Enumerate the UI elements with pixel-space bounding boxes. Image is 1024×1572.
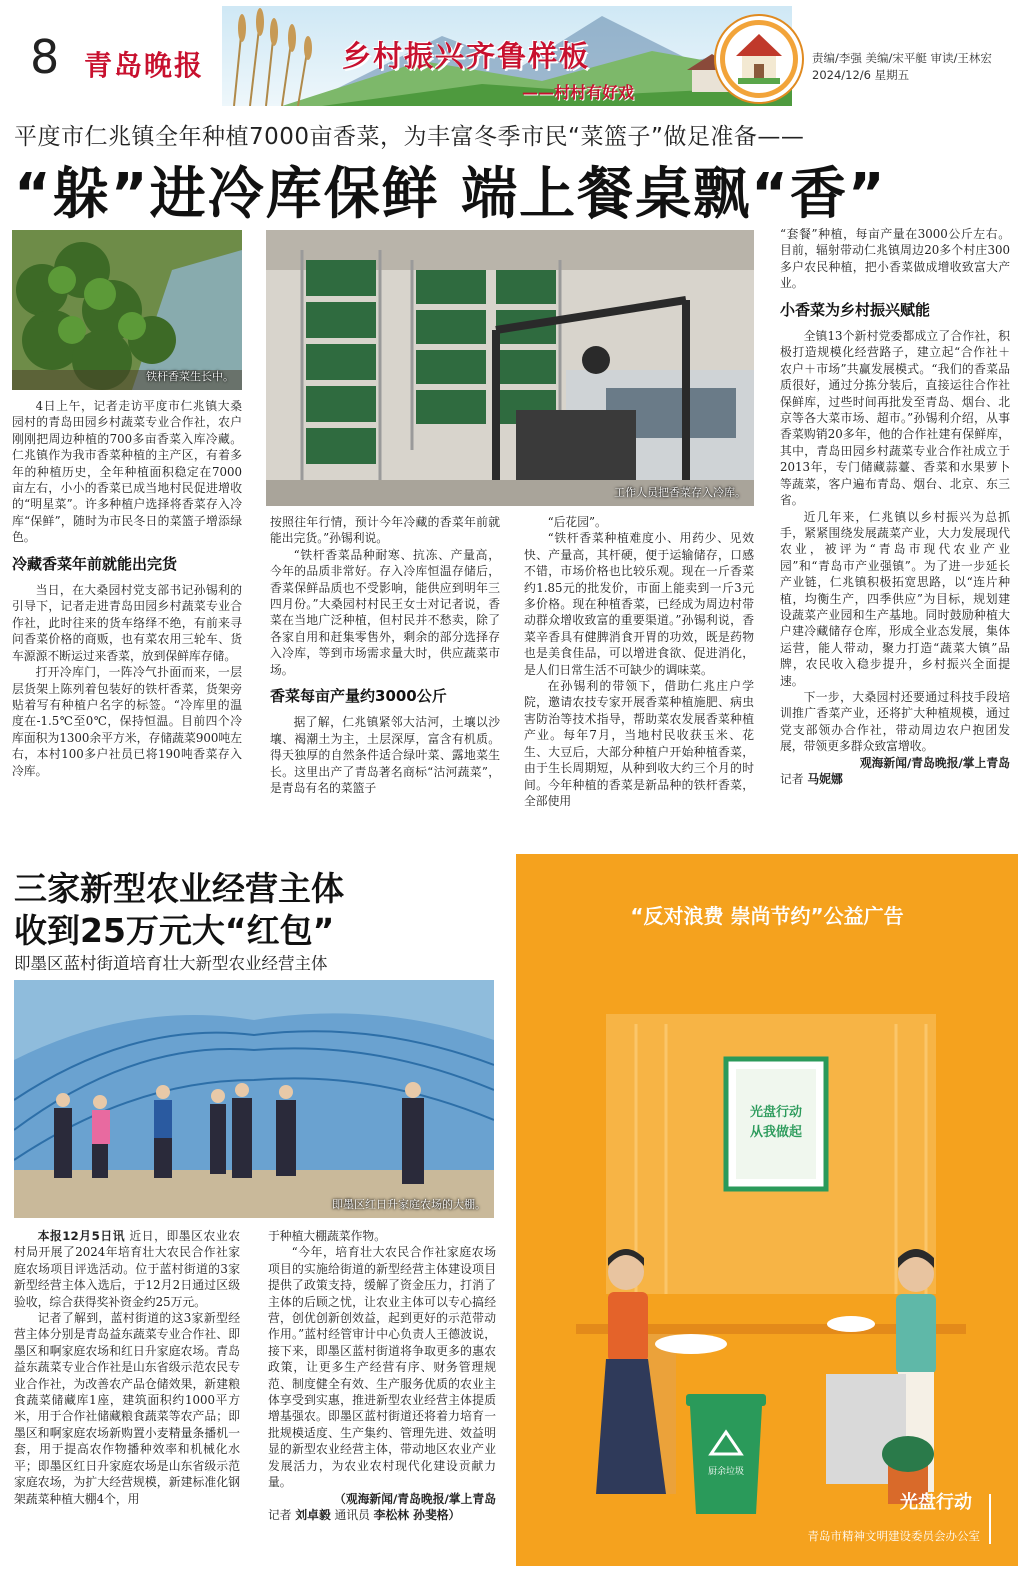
article2-deck: 即墨区蓝村街道培育壮大新型农业经营主体 (14, 954, 328, 973)
article2-title-line2: 收到25万元大“红包” (14, 911, 335, 950)
byline (268, 1491, 496, 1507)
paragraph: “铁杆香菜种植难度小、用药少、见效快、产量高，其杆硬，便于运输储存，口感不错，市场价格也比较乐观。现在一斤香菜约1.85元的批发价，市面上能卖到一斤3元多价格。现在种植香菜，已经成为周边村带动群众增收致富的重要渠道。”孙锡利说，香菜辛香具有健脾消食开胃的功效，既是药物也是美食佳品，可以增进食欲、促进消化，是人们日常生活不可缺少的调味菜。 (524, 531, 754, 677)
house-badge-icon (716, 16, 802, 102)
paragraph: “套餐”种植，每亩产量在3000公斤左右。目前，辐射带动仁兆镇周边20多个村庄300多户农民种植，把小香菜做成增收致富大产业。 (780, 227, 1010, 291)
byline-reporter (780, 771, 1010, 787)
frame-text-line2: 从我做起 (749, 1125, 803, 1140)
correspondent-names: 李松林 孙斐格） (373, 1507, 461, 1522)
ad-illustration (516, 854, 1018, 1566)
paragraph: 当日，在大桑园村党支部书记孙锡利的引导下，记者走进青岛田园乡村蔬菜专业合作社，此时往来的货车络绎不绝，有前来寻问香菜价格的商贩，也有菜农用三轮车、货车源源不断运过来香菜，放到保鲜库存储。 (12, 583, 242, 663)
article1-column-4 (780, 226, 1010, 850)
bin-label: 厨余垃圾 (707, 1467, 745, 1477)
greenhouse-photo-caption: 即墨区红日升家庭农场的大棚。 (332, 1198, 486, 1211)
paragraph: “后花园”。 (547, 515, 607, 529)
ad-slogan: 光盘行动 (900, 1492, 972, 1513)
article1-column-3 (524, 514, 754, 848)
paragraph: “今年，培育壮大农民合作社家庭农场项目的实施给街道的新型经营主体建设项目提供了政策支持，缓解了资金压力，打消了主体的后顾之忧，让农业主体可以专心搞经营，创优创新创效益，起到更好的示范带动作用。”蓝村经管审计中心负责人王德波说，接下来，即墨区蓝村街道将争取更多的惠农政策，让更多生产经营有序、财务管理规范、制度健全有效、生产服务优质的农业主体享受到实惠，推进新型农业经营主体提质增基强农。即墨区蓝村街道还将着力培育一批规模适度、生产集约、管理先进、效益明显的新型农业经营主体，带动地区农业产业发展活力，为农业农村现代化建设贡献力量。 (268, 1245, 496, 1490)
reporter-name: 刘卓毅 (295, 1507, 331, 1522)
byline-outlets: 观海新闻/青岛晚报/掌上青岛 (859, 755, 1010, 770)
paragraph: 下一步，大桑园村还要通过科技手段培训推广香菜产业，还将扩大种植规模，通过党支部领办合作社，带动周边农户抱团发展，带领更多群众致富增收。 (780, 689, 1010, 754)
paragraph: 打开冷库门，一阵冷气扑面而来，一层层货架上陈列着包装好的铁杆香菜，货架旁贴着写有种植户名字的标签。“冷库里的温度在-1.5℃至0℃，保持恒温。目前四个冷库面积为1300余平方米，存储蔬菜900吨左右，本村100多户社员已将190吨香菜存入冷库。 (12, 665, 242, 778)
paragraph: 按照往年行情，预计今年冷藏的香菜年前就能出完货。”孙锡利说。 (270, 515, 500, 546)
page-number: 8 (30, 30, 60, 84)
reporter-label: 记者 (268, 1507, 292, 1522)
public-service-ad (516, 854, 1018, 1566)
subhead-yield: 香菜每亩产量约3000公斤 (270, 687, 447, 706)
reporter-name: 马妮娜 (807, 772, 843, 786)
byline-reporters (268, 1507, 496, 1523)
plate-icon (827, 1316, 875, 1332)
paragraph: 全镇13个新村党委都成立了合作社，积极打造规模化经营路子，建立起“合作社＋农户＋市场”共赢发展模式。“我们的香菜品质很好，通过分拣分装后，直接运往合作社保鲜库，过些时间再批发至青岛、烟台、北京等各大菜市场、超市。”孙锡利介绍，从事香菜购销20多年，他的合作社建有保鲜库，其中，青岛田园乡村蔬菜专业合作社成立于2013年，专门储藏蒜薹、香菜和水果萝卜等蔬菜，客户遍布青岛、烟台、北京、东三省。 (780, 329, 1010, 508)
lead-text: 近日，即墨区农业农村局开展了2024年培育壮大农民合作社家庭农场项目评选活动。位于蓝村街道的3家新型经营主体入选后，于12月2日通过区级验收，综合获得奖补资金约25万元。 (14, 1229, 240, 1309)
article2-column-2 (268, 1228, 496, 1564)
article2-column-1 (14, 1228, 240, 1564)
reporter-label: 记者 (780, 772, 804, 786)
paragraph: 在孙锡利的带领下，借助仁兆庄户学院，邀请农技专家开展香菜种植施肥、病虫害防治等技术指导，帮助菜农发展香菜种植产业。每年7月，当地村民收获玉米、花生、大豆后，大部分种植户开始种植香菜，由于生长周期短，从种到收大约三个月的时间。今年种植的香菜是新品种的铁杆香菜，全部使用 (524, 679, 754, 808)
correspondent-label: 通讯员 (334, 1507, 370, 1522)
plate-icon (655, 1334, 727, 1354)
article1-column-2 (270, 514, 500, 848)
masthead (0, 0, 1024, 110)
article1-column-1 (12, 398, 242, 848)
article2-title (14, 868, 344, 952)
coriander-photo (12, 230, 242, 390)
photo2-caption: 工作人员把香菜存入冷库。 (614, 486, 746, 499)
banner-title: 乡村振兴齐鲁样板 (342, 39, 591, 73)
article2-title-line1: 三家新型农业经营主体 (14, 869, 344, 908)
subhead-rural-revitalization: 小香菜为乡村振兴赋能 (780, 300, 931, 319)
ad-title: “反对浪费 崇尚节约”公益广告 (630, 904, 904, 928)
ad-organization: 青岛市精神文明建设委员会办公室 (807, 1529, 980, 1543)
column-banner (222, 6, 792, 106)
article1-title: “躲”进冷库保鲜 端上餐桌飘“香” (14, 162, 887, 227)
byline-outlets: （观海新闻/青岛晚报/掌上青岛 (334, 1491, 496, 1506)
date-line: 2024/12/6 星期五 (812, 68, 910, 82)
banner-subtitle: ——村村有好戏 (522, 83, 635, 102)
paragraph: 近几年来，仁兆镇以乡村振兴为总抓手，紧紧围绕发展蔬菜产业，大力发展现代农业，被评为“青岛市现代农业产业园”和“青岛市产业强镇”。为了进一步延长产业链，仁兆镇积极拓宽思路，以“连片种植，均衡生产，四季供应”为目标，规划建设蔬菜产业园和生产基地。同时鼓励种植大户建冷藏储存仓库，形成全业态发展，集体运营，能人带动，聚力打造“蔬菜大镇”品牌，农民收入稳步提升，乡村振兴全面提速。 (780, 509, 1010, 688)
cold-storage-photo (266, 230, 754, 506)
paragraph: “铁杆香菜品种耐寒、抗冻、产量高，今年的品质非常好。存入冷库恒温存储后，香菜保鲜品质也不受影响，能供应到明年三四月份。”大桑园村村民王女士对记者说，香菜在当地广泛种植，但村民并不愁卖，除了各家自用和赶集零售外，剩余的部分选择存入冷库，等到市场需求量大时，供应蔬菜市场。 (270, 547, 500, 677)
editors-line: 责编/李强 美编/宋平艇 审读/王林宏 (812, 51, 992, 65)
greenhouse-photo (14, 980, 494, 1218)
photo1-caption: 铁杆香菜生长中。 (146, 370, 234, 383)
paragraph (14, 1228, 240, 1310)
paper-name: 青岛晚报 (84, 49, 205, 82)
editor-credits (812, 50, 992, 84)
article1-kicker: 平度市仁兆镇全年种植7000亩香菜，为丰富冬季市民“菜篮子”做足准备—— (14, 124, 805, 150)
paragraph: 4日上午，记者走访平度市仁兆镇大桑园村的青岛田园乡村蔬菜专业合作社，农户刚刚把周边种植的700多亩香菜入库冷藏。仁兆镇作为我市香菜种植的主产区，有着多年的种植历史，全年种植面积稳定在7000亩左右，小小的香菜已成当地村民促进增收的“明星菜”。许多种植户选择将香菜存入冷库“保鲜”，随时为市民冬日的菜篮子增添绿色。 (12, 399, 242, 545)
subhead-cold-storage: 冷藏香菜年前就能出完货 (12, 554, 178, 573)
dateline: 本报12月5日讯 (37, 1229, 126, 1243)
paragraph: 于种植大棚蔬菜作物。 (268, 1229, 386, 1243)
byline (780, 755, 1010, 771)
food-waste-bin-icon (686, 1394, 766, 1514)
paragraph: 记者了解到，蓝村街道的这3家新型经营主体分别是青岛益东蔬菜专业合作社、即墨区和啊家庭农场和红日升家庭农场。青岛益东蔬菜专业合作社是山东省级示范农民专业合作社，为改善农产品仓储效果，新建粮食蔬菜储藏库1座，建筑面积约1000平方米，用于合作社储藏粮食蔬菜等农产品；即墨区和啊家庭农场新购置小麦精量条播机一套，用于提高农作物播种效率和机械化水平；即墨区红日升家庭农场是山东省级示范家庭农场，为扩大经营规模，新建标准化钢架蔬菜种植大棚4个，用 (14, 1311, 240, 1506)
paragraph: 据了解，仁兆镇紧邻大沽河，土壤以沙壤、褐潮土为主，土层深厚，富含有机质。得天独厚的自然条件适合绿叶菜、露地菜生长。这里出产了青岛著名商标“沽河蔬菜”，是青岛有名的菜篮子 (270, 715, 500, 796)
frame-text-line1: 光盘行动 (749, 1105, 803, 1120)
